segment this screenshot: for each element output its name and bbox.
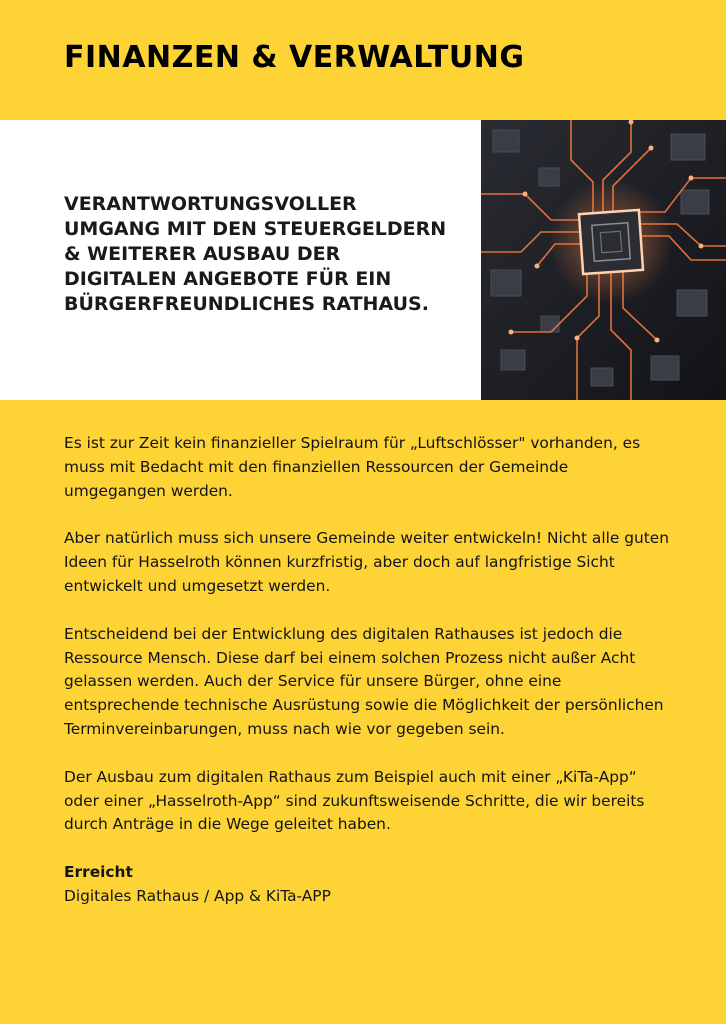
- intro-heading: [64, 192, 464, 317]
- intro-line: UMGANG MIT DEN STEUERGELDERN: [64, 218, 447, 240]
- intro-line: & WEITERER AUSBAU DER: [64, 243, 341, 265]
- paragraph: Entscheidend bei der Entwicklung des digitalen Rathauses ist jedoch die Ressource Mensch. Diese darf bei einem solchen Prozess nicht außer Acht gelassen werden. Auch der Service für unsere Bürger, ohne eine entsprechende technische Ausrüstung sowie die Möglichkeit der persönlichen Terminvereinbarungen, muss nach wie vor gegeben sein.: [64, 624, 664, 738]
- body-text: [64, 432, 674, 909]
- page-title: FINANZEN & VERWALTUNG: [64, 40, 525, 75]
- intro-line: BÜRGERFREUNDLICHES RATHAUS.: [64, 293, 429, 315]
- paragraph: Es ist zur Zeit kein finanzieller Spielraum für „Luftschlösser" vorhanden, es muss mit Bedacht mit den finanziellen Ressourcen der Gemeinde umgegangen werden.: [64, 434, 641, 500]
- achieved-text: Digitales Rathaus / App & KiTa-APP: [64, 886, 331, 905]
- achieved-heading: Erreicht: [64, 863, 133, 882]
- circuit-chip-icon: [481, 120, 726, 400]
- paragraph: Aber natürlich muss sich unsere Gemeinde weiter entwickeln! Nicht alle guten Ideen für Hasselroth können kurzfristig, aber doch auf langfristige Sicht entwickelt und umgesetzt werden.: [64, 529, 670, 595]
- intro-line: VERANTWORTUNGSVOLLER: [64, 193, 357, 215]
- paragraph: Der Ausbau zum digitalen Rathaus zum Beispiel auch mit einer „KiTa-App“ oder einer „Hasselroth-App“ sind zukunftsweisende Schritte, die wir bereits durch Anträge in die Wege geleitet haben.: [64, 767, 645, 834]
- intro-line: DIGITALEN ANGEBOTE FÜR EIN: [64, 268, 392, 290]
